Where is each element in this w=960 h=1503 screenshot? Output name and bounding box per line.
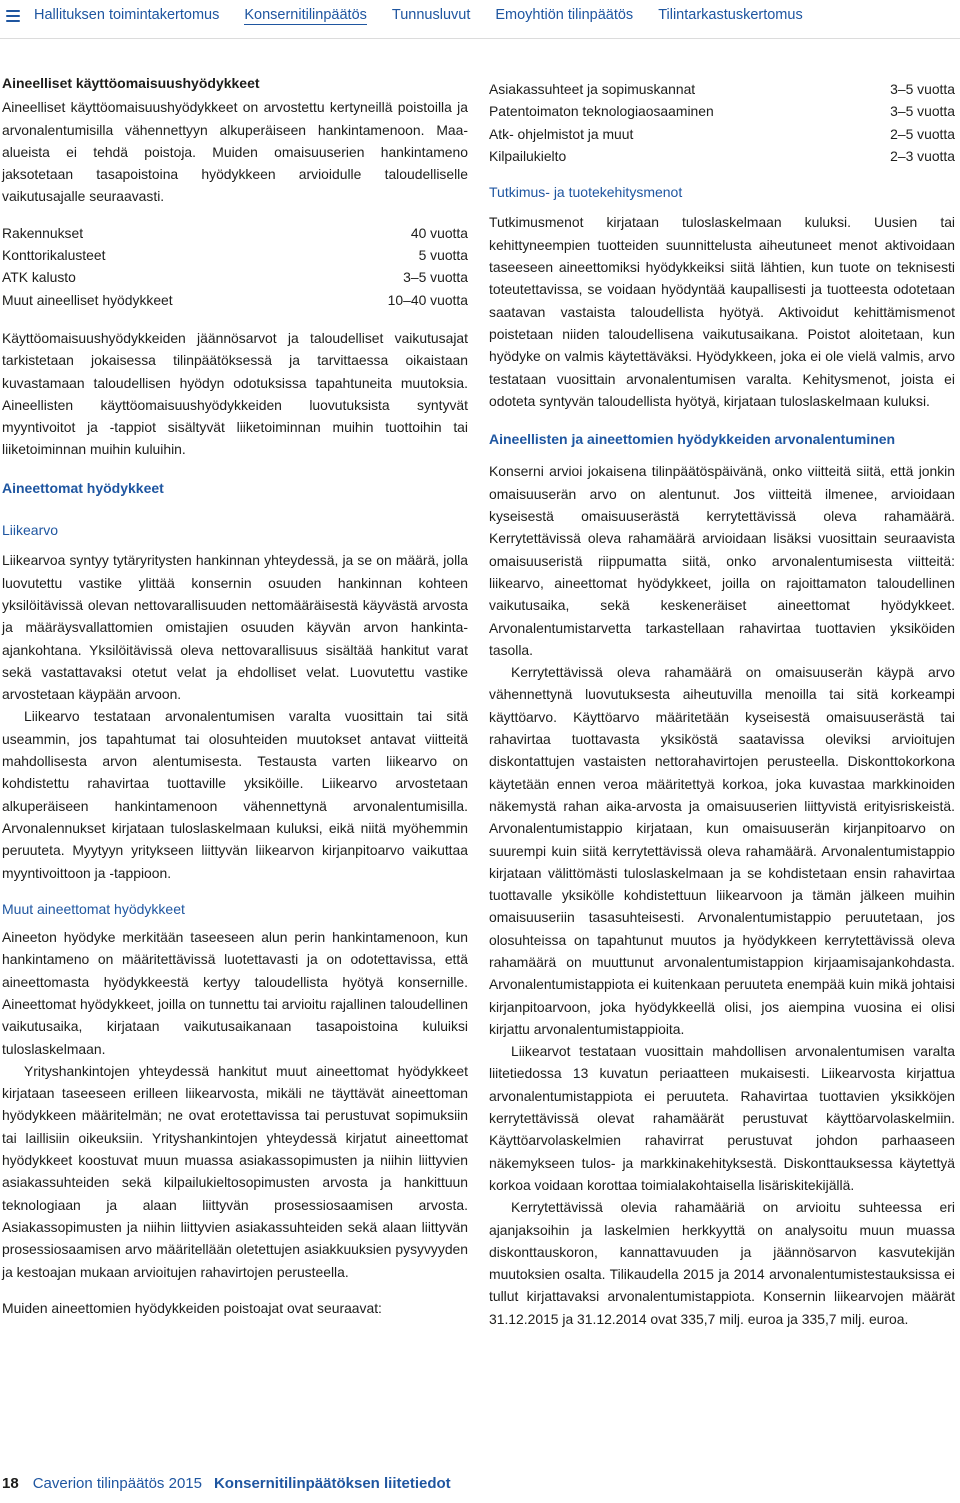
- table-row: [2, 244, 468, 266]
- life-value: 2–5 vuotta: [890, 125, 955, 142]
- nav-item-tilintarkastuskertomus[interactable]: Tilintarkastuskertomus: [658, 7, 803, 23]
- other-intangible-paragraph-1: Aineeton hyödyke merkitään taseeseen alun perin hankintamenoon, kun hankintameno on määritettävissä luotettavasti ja on odotettavissa, että aineettomasta hyödykkeestä kertyy taloudellista hyötyä konsernille. Aineettomat hyödykkeet, joilla on tunnettu tai arvioitu rajallinen taloudellinen vaikutusaika, kirjataan vaikutusaikanaan tasapoistoina kuluiksi tuloslaskelmaan.: [2, 929, 468, 1057]
- intangible-assets-heading: Aineettomat hyödykkeet: [2, 479, 164, 496]
- impairment-paragraph-2: Kerrytettävissä oleva rahamäärä on omaisuuserän käypä arvo vähennettynä luovutuksesta aiheutuvilla menoilla tai sitä korkeampi käyttöarvo. Käyttöarvo määritetään kyseisestä omaisuuserästä tai rahavirtaa tuottavasta yksiköstä saatavissa oleviksi arvioitujen diskontattujen vastaisten nettorahavirtojen perusteella. Diskonttokorkona käytetään ennen veroa määritettyä korkoa, joka kuvastaa markkinoiden näkemystä rahan aika-arvosta ja omaisuuserien liittyvistä erityisriskeistä. Arvonalentumistappio kirjataan, kun omaisuuserän kirjanpitoarvo on suurempi kuin siitä kerrytettävissä oleva rahamäärä. Arvonalentumistappio kirjataan välittömästi tuloslaskelmaan ja se kohdistetaan ensin rahavirtaa tuottavalle yksikölle kohdistettuun liikearvoon ja tämän jälkeen muihin omaisuuseriin tasasuhteisesti. Arvonalentumistappio peruutetaan, jos olosuhteissa on tapahtunut muutos ja hyödykkeen kerrytettävissä oleva rahamäärä on muuttunut arvonalentumistappion kirjaamisajankohdasta. Arvonalentumistappiota ei kuitenkaan peruuteta enempää kuin mikä johtaisi kirjanpitoarvoon, joka hyödykkeellä olisi, jos aiempina vuosina ei olisi kirjattu arvonalentumistappioita.: [489, 664, 955, 1037]
- section-name: Konsernitilinpäätöksen liitetiedot: [213, 1475, 451, 1492]
- table-row: [2, 222, 468, 244]
- nav-item-tunnusluvut[interactable]: Tunnusluvut: [391, 7, 471, 23]
- rd-heading: Tutkimus- ja tuotekehitysmenot: [489, 184, 683, 201]
- goodwill-paragraph-1: Liikearvoa syntyy tytäryritysten hankinnan yhteydessä, ja se on määrä, jolla luovutettu vastike ylittää konsernin osuuden hankinnan kohteen yksilöitävissä olevan nettovarallisuuden nettomääräisestä käyvästä arvosta ja määräysvallattomien omistajien osuuden käyvän arvon hankinta-ajankohtana. Yksilöitävissä oleva nettovarallisuus sisältää hankitut varat sekä vastattavaksi otetut velat ja ehdolliset velat. Luovutettu vastike arvostetaan käypään arvoon.: [2, 552, 468, 703]
- nav-item-konsernitilinpaatos[interactable]: Konsernitilinpäätös: [244, 7, 367, 23]
- life-label: Rakennukset: [2, 224, 84, 241]
- life-value: 3–5 vuotta: [403, 269, 468, 286]
- life-label: Kilpailukielto: [489, 147, 567, 164]
- tangible-assets-paragraph-2: Käyttöomaisuushyödykkeiden jäännösarvot ja taloudelliset vaikutusajat tarkistetaan jokaisessa tilinpäätöksessä ja tarvittaessa oikaistaan kuvastamaan taloudellisen hyödyn odotuksissa tapahtuneita muutoksia. Aineellisten käyttöomaisuushyödykkeiden luovutuksista syntyvät myyntivoitot ja -tappiot sisältyvät liiketoiminnan muihin tuottoihin tai liiketoiminnan muihin kuluihin.: [2, 329, 468, 458]
- life-label: ATK kalusto: [2, 269, 76, 286]
- table-row: [2, 266, 468, 288]
- intangible-useful-lives-table: [489, 78, 955, 167]
- tangible-assets-paragraph-1: Aineelliset käyttöomaisuushyödykkeet on arvostettu kertyneillä poistoilla ja arvonalentumisilla vähennettyyn alkuperäiseen hankintamenoon. Maa-alueista ei tehdä poistoja. Muiden omaisuuserien hankintameno jaksotetaan tasapoistoina hyödykkeen arvioidulle taloudelliselle vaikutusajalle seuraavasti.: [2, 99, 468, 205]
- table-row: [489, 123, 955, 145]
- impairment-paragraph-4: Kerrytettävissä olevia rahamääriä on arvioitu suhteessa eri ajanjaksoihin ja laskelmien herkkyyttä on analysoitu muun muassa diskonttauskoron, kannattavuuden ja jäännösarvon kasvutekijän muutoksien osalta. Tilikaudella 2015 ja 2014 arvonalentumistestauksissa ei tullut kirjattavaksi arvonalentumistappiota. Konsernin liikearvojen määrät 31.12.2015 ja 31.12.2014 ovat 335,7 milj. euroa ja 335,7 milj. euroa.: [489, 1199, 955, 1327]
- impairment-paragraph-3: Liikearvot testataan vuosittain mahdollisen arvonalentumisen varalta liitetiedossa 13 kuvatun periaatteen mukaisesti. Liikearvosta kirjattua arvonalentumistappiota ei peruuteta. Rahavirtaa tuottavien yksikköjen kerrytettävissä olevat rahamäärät perustuvat käyttöarvolaskelmiin. Käyttöarvolaskelmien rahavirrat perustuvat johdon parhaaseen näkemykseen tulos- ja markkinakehityksestä. Diskonttauksessa käytettyä korkoa voidaan korottaa toimialakohtaisella lisäriskitekijällä.: [489, 1043, 955, 1193]
- life-value: 3–5 vuotta: [890, 81, 955, 97]
- other-intangible-heading: Muut aineettomat hyödykkeet: [2, 900, 185, 917]
- life-value: 2–3 vuotta: [890, 147, 955, 164]
- goodwill-paragraph-2: Liikearvo testataan arvonalentumisen varalta vuosittain tai sitä useammin, jos tapahtumat tai olosuhteiden muutokset antavat viitteitä mahdollisesta arvon alentumisesta. Testausta varten liikearvo on kohdistettu rahavirtaa tuottaville yksiköille. Liikearvo arvostetaan alkuperäiseen hankintamenoon vähennettynä arvonalentumisilla. Arvonalennukset kirjataan tuloslaskelmaan kuluksi, eikä niitä myöhemmin peruuteta. Myytyyn yritykseen liittyvän liikearvon kirjanpitoarvo vaikuttaa myyntivoittoon ja -tappioon.: [2, 708, 468, 881]
- tangible-assets-heading: Aineelliset käyttöomaisuushyödykkeet: [2, 75, 260, 91]
- tangible-useful-lives-table: [2, 222, 468, 311]
- menu-icon[interactable]: [6, 10, 20, 22]
- table-row: [489, 78, 955, 100]
- nav-divider: [0, 38, 960, 39]
- table-row: [2, 289, 468, 311]
- nav-links: [34, 7, 828, 25]
- life-label: Asiakassuhteet ja sopimuskannat: [489, 81, 696, 97]
- life-value: 40 vuotta: [410, 224, 468, 241]
- life-label: Atk- ohjelmistot ja muut: [489, 125, 634, 142]
- life-value: 5 vuotta: [418, 247, 468, 264]
- goodwill-heading: Liikearvo: [2, 522, 59, 539]
- rd-paragraph-1: Tutkimusmenot kirjataan tuloslaskelmaan kuluksi. Uusien tai kehittyneempien tuotteiden suunnittelusta aiheutuneet menot aktivoidaan taseeseen aineettomiksi hyödykkeiksi siitä lähtien, kun tuote on teknisesti toteutettavissa, se voidaan hyödyntää kaupallisesti ja tuotteesta odotetaan saatavan vastaista taloudellista hyötyä. Aktivoidut kehittämismenot poistetaan niiden taloudellisena vaikutusaikana. Poistot aloitetaan, kun hyödyke on valmis käytettäväksi. Hyödykkeen, joka ei ole vielä valmis, arvo testataan vuosittain arvonalentumisen varalta. Kehitysmenot, joista ei odoteta syntyvän taloudellista hyötyä, kirjataan tuloslaskelmaan kuluksi.: [489, 214, 955, 409]
- page-footer: [2, 1475, 451, 1492]
- right-column: [489, 78, 955, 1330]
- top-navigation: [0, 0, 960, 32]
- page-number: 18: [2, 1475, 19, 1492]
- left-column: [2, 72, 468, 1319]
- impairment-paragraph-1: Konserni arvioi jokaisena tilinpäätöspäivänä, onko viitteitä siitä, että jonkin omaisuuserän arvo on alentunut. Jos viitteitä ilmenee, arvioidaan kyseisestä omaisuuserästä kerrytettävissä oleva rahamäärä. Kerrytettävissä oleva rahamäärä arvioidaan lisäksi vuosittain seuraavista omaisuuseristä riippumatta siitä, onko arvonalentumisesta viitteitä: liikearvo, aineettomat hyödykkeet, joilla on rajoittamaton taloudellinen vaikutusaika, sekä keskeneräiset aineettomat hyödykkeet. Arvonalentumistarvetta tarkastellaan rahavirtaa tuottavien yksiköiden tasolla.: [489, 463, 955, 658]
- table-row: [489, 145, 955, 167]
- report-name: Caverion tilinpäätös 2015: [32, 1475, 202, 1492]
- life-value: 10–40 vuotta: [387, 291, 468, 308]
- nav-item-emoyhtion-tilinpaatos[interactable]: Emoyhtiön tilinpäätös: [495, 7, 634, 23]
- life-label: Muut aineelliset hyödykkeet: [2, 291, 173, 308]
- other-intangible-paragraph-2: Yrityshankintojen yhteydessä hankitut muut aineettomat hyödykkeet kirjataan taseeseen erilleen liikearvosta, mikäli ne täyttävät aineettoman hyödykkeen määritelmän; ne ovat erotettavissa tai perustuvat sopimuksiin tai laillisiin oikeuksiin. Yrityshankintojen yhteydessä kirjatut aineettomat hyödykkeet koostuvat muun muassa asiakassopimusten ja niihin liittyvien asiakassuhteiden sekä kilpailukieltosopimusten arvosta ja hankittuun teknologiaan ja alaan liittyvän prosessiosaamisen arvosta. Asiakassopimusten ja niihin liittyvien asiakassuhteiden sekä alaan liittyvän prosessiosaamisen arvo määritellään oletettujen asiakkuuksien pysyvyyden ja kestoajan mukaan arvioitujen rahavirtojen perusteella.: [2, 1062, 468, 1280]
- life-label: Konttorikalusteet: [2, 247, 106, 264]
- table-row: [489, 100, 955, 122]
- nav-item-hallituksen-toimintakertomus[interactable]: Hallituksen toimintakertomus: [34, 7, 220, 23]
- other-intangible-paragraph-3: Muiden aineettomien hyödykkeiden poistoajat ovat seuraavat:: [2, 1299, 382, 1316]
- impairment-heading: Aineellisten ja aineettomien hyödykkeiden arvonalentuminen: [489, 431, 896, 448]
- life-label: Patentoimaton teknologiaosaaminen: [489, 103, 714, 120]
- life-value: 3–5 vuotta: [890, 103, 955, 120]
